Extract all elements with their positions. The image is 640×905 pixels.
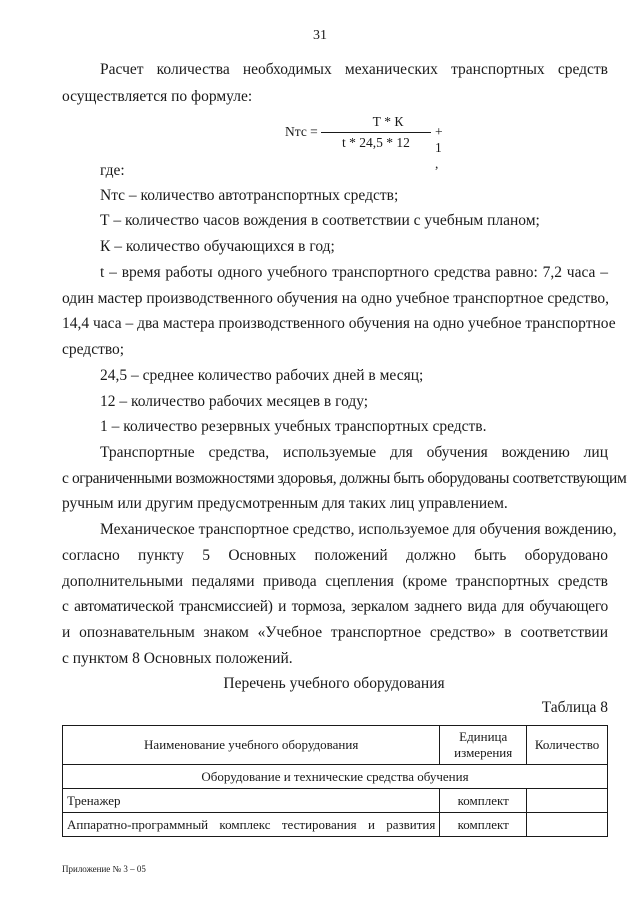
formula-lhs: Nтс = — [285, 124, 318, 139]
page-number: 31 — [313, 28, 327, 43]
header-name: Наименование учебного оборудования — [63, 726, 440, 765]
disabled-paragraph-line-2: с ограниченными возможностями здоровья, должны быть оборудованы соответствующим — [62, 470, 627, 487]
table-row — [63, 813, 608, 837]
header-unit: Единица измерения — [440, 726, 527, 765]
formula-numerator: Т * К — [372, 114, 404, 129]
fraction-bar — [321, 132, 431, 133]
t-definition-line-2: один мастер производственного обучения на одно учебное транспортное средство, — [62, 290, 610, 307]
header-qty: Количество — [527, 726, 608, 765]
table-label: Таблица 8 — [541, 699, 608, 716]
formula-denominator: t * 24,5 * 12 — [342, 135, 410, 150]
mechanical-paragraph-line-2: согласно пункту 5 Основных положений должно быть оборудовано — [62, 547, 608, 564]
mechanical-paragraph-line-5: и опознавательным знаком «Учебное транспортное средство» в соответствии — [62, 624, 608, 641]
mechanical-paragraph-line-6: с пунктом 8 Основных положений. — [62, 650, 293, 667]
section-title: Оборудование и технические средства обучения — [63, 765, 608, 789]
footer-note: Приложение № 3 – 05 — [62, 864, 146, 874]
formula — [285, 112, 445, 171]
table-title: Перечень учебного оборудования — [223, 675, 445, 692]
table-row — [63, 789, 608, 813]
row-name: Тренажер — [63, 789, 440, 813]
intro-line-2: осуществляется по формуле: — [62, 88, 253, 105]
row-qty — [527, 813, 608, 837]
table-section-row — [63, 765, 608, 789]
table-header-row — [63, 726, 608, 765]
row-qty — [527, 789, 608, 813]
row-name: Аппаратно-программный комплекс тестирования и развития — [63, 813, 440, 837]
mechanical-paragraph-line-4: с автоматической трансмиссией) и тормоза, зеркалом заднего вида для обучающего — [62, 598, 608, 615]
definition-t-hours: Т – количество часов вождения в соответствии с учебным планом; — [100, 212, 540, 229]
row-unit: комплект — [440, 813, 527, 837]
where-label: где: — [100, 162, 125, 179]
intro-line-1: Расчет количества необходимых механических транспортных средств — [100, 61, 608, 78]
definition-months: 12 – количество рабочих месяцев в году; — [100, 393, 369, 410]
equipment-table — [62, 725, 608, 837]
t-definition-line-1: t – время работы одного учебного транспортного средства равно: 7,2 часа – — [100, 264, 608, 281]
mechanical-paragraph-line-3: дополнительными педалями привода сцепления (кроме транспортных средств — [62, 573, 608, 590]
definition-days: 24,5 – среднее количество рабочих дней в месяц; — [100, 367, 424, 384]
definition-ntc: Nтс – количество автотранспортных средств; — [100, 187, 399, 204]
row-unit: комплект — [440, 789, 527, 813]
t-definition-line-3: 14,4 часа – два мастера производственного обучения на одно учебное транспортное — [62, 315, 616, 332]
definition-reserve: 1 – количество резервных учебных транспортных средств. — [100, 418, 487, 435]
definition-k: К – количество обучающихся в год; — [100, 238, 335, 255]
formula-rhs: + 1 , — [435, 124, 443, 171]
t-definition-line-4: средство; — [62, 341, 125, 358]
mechanical-paragraph-line-1: Механическое транспортное средство, используемое для обучения вождению, — [100, 521, 617, 538]
disabled-paragraph-line-3: ручным или другим предусмотренным для таких лиц управлением. — [62, 495, 508, 512]
disabled-paragraph-line-1: Транспортные средства, используемые для обучения вождению лиц — [100, 444, 608, 461]
